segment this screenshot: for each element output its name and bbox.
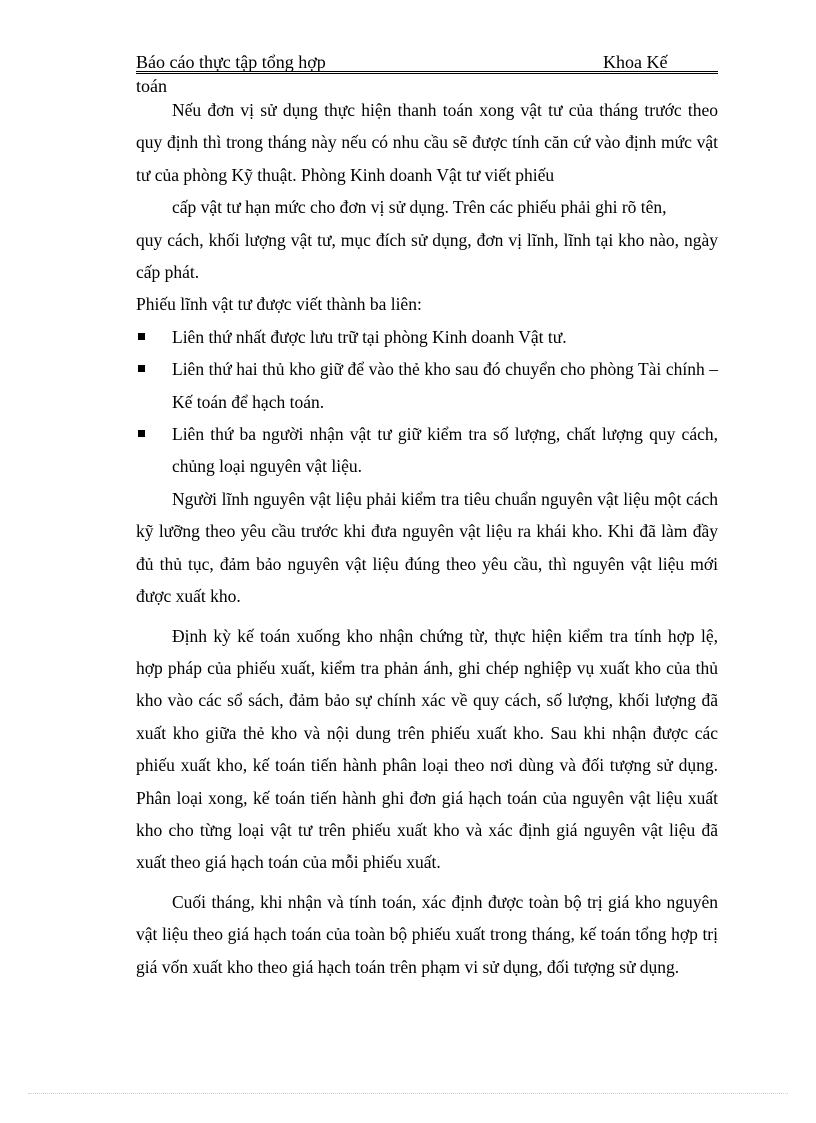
paragraph: Cuối tháng, khi nhận và tính toán, xác định được toàn bộ trị giá kho nguyên vật liệu theo giá hạch toán của toàn bộ phiếu xuất trong tháng, kế toán tổng hợp trị giá vốn xuất kho theo giá hạch toán trên phạm vi sử dụng, đối tượng sử dụng. xyxy=(136,891,718,977)
list-item-text: Liên thứ ba người nhận vật tư giữ kiểm tra số lượng, chất lượng quy cách, chủng loại nguyên vật liệu. xyxy=(172,424,718,477)
paragraph-continuation: cấp vật tư hạn mức cho đơn vị sử dụng. Trên các phiếu phải ghi rõ tên, xyxy=(172,197,667,218)
bullet-square-icon xyxy=(138,430,145,437)
paragraph: Định kỳ kế toán xuống kho nhận chứng từ, thực hiện kiểm tra tính hợp lệ, hợp pháp của phiếu xuất, kiểm tra phản ánh, ghi chép nghiệp vụ xuất kho của thủ kho vào các sổ sách, đảm bảo sự chính xác về quy cách, số lượng, khối lượng đã xuất kho giữa thẻ kho và nội dung trên phiếu xuất kho. Sau khi nhận được các phiếu xuất kho, kế toán tiến hành phân loại theo nơi dùng và đối tượng sử dụng. Phân loại xong, kế toán tiến hành ghi đơn giá hạch toán của nguyên vật liệu xuất kho cho từng loại vật tư trên phiếu xuất kho và xác định giá nguyên vật liệu đã xuất theo giá hạch toán của mỗi phiếu xuất. xyxy=(136,625,718,873)
paragraph-continuation: quy cách, khối lượng vật tư, mục đích sử dụng, đơn vị lĩnh, lĩnh tại kho nào, ngày cấp phát. xyxy=(136,229,718,283)
header-rule xyxy=(136,71,718,72)
page-header xyxy=(136,52,718,72)
list-intro: Phiếu lĩnh vật tư được viết thành ba liên: xyxy=(136,294,422,315)
bullet-square-icon xyxy=(138,333,145,340)
page-bottom-border xyxy=(28,1093,788,1094)
list-item xyxy=(136,353,718,418)
header-rule-double xyxy=(136,73,718,74)
list-item-text: Liên thứ hai thủ kho giữ để vào thẻ kho sau đó chuyển cho phòng Tài chính – Kế toán để hạch toán. xyxy=(172,359,718,412)
paragraph: Người lĩnh nguyên vật liệu phải kiểm tra tiêu chuẩn nguyên vật liệu một cách kỹ lưỡng theo yêu cầu trước khi đưa nguyên vật liệu ra khái kho. Khi đã làm đầy đủ thủ tục, đảm bảo nguyên vật liệu đúng theo yêu cầu, thì nguyên vật liệu mới được xuất kho. xyxy=(136,488,718,607)
paragraph: Nếu đơn vị sử dụng thực hiện thanh toán xong vật tư của tháng trước theo quy định thì trong tháng này nếu có nhu cầu sẽ được tính căn cứ vào định mức vật tư của phòng Kỹ thuật. Phòng Kinh doanh Vật tư viết phiếu xyxy=(136,100,718,185)
header-department-wrap: toán xyxy=(136,76,167,96)
list-item xyxy=(136,418,718,483)
body-text xyxy=(136,94,718,983)
list-item-text: Liên thứ nhất được lưu trữ tại phòng Kinh doanh Vật tư. xyxy=(172,326,567,347)
bullet-square-icon xyxy=(138,365,145,372)
list-item xyxy=(136,321,718,353)
header-department: Khoa Kế xyxy=(603,52,668,72)
header-title: Báo cáo thực tập tổng hợp xyxy=(136,52,326,72)
